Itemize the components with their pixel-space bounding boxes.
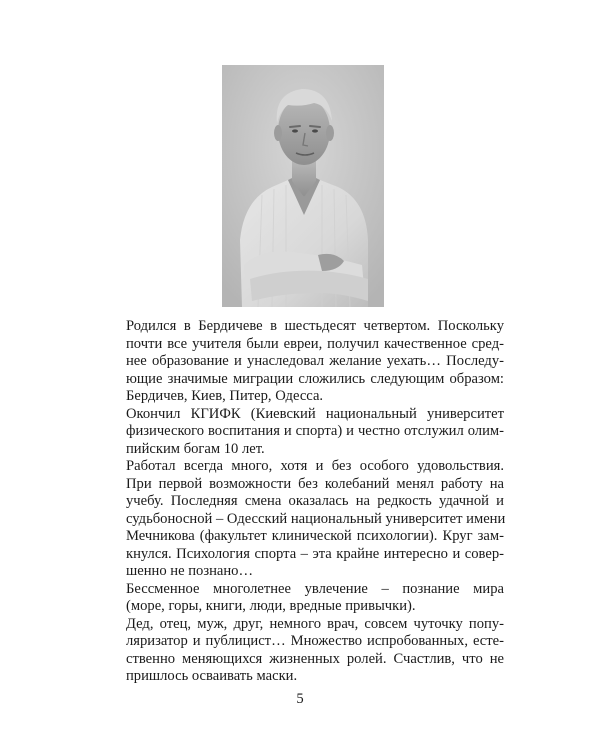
text-line: Бердичев, Киев, Питер, Одесса. <box>126 388 324 404</box>
text-line: ственно меняющихся жизненных ролей. Счастлив, что не <box>126 650 504 667</box>
text-line: пийским богам 10 лет. <box>126 440 265 457</box>
text-line: ющие значимые миграции сложились следующим образом: <box>126 370 504 387</box>
text-line: кнулся. Психология спорта – эта крайне интересно и совер- <box>126 545 504 562</box>
paragraph <box>108 616 504 686</box>
text-line: (море, горы, книги, люди, вредные привычки). <box>126 598 416 614</box>
left-ear-shape <box>274 125 282 141</box>
text-line: шенно не познано… <box>126 563 254 579</box>
author-portrait-photo <box>222 65 384 307</box>
text-line: судьбоносной – Одесский национальный университет имени <box>126 510 506 527</box>
text-line: почти все учителя были евреи, получил качественное сред- <box>126 335 504 352</box>
text-line: Родился в Бердичеве в шестьдесят четвертом. Поскольку <box>126 318 504 334</box>
paragraph <box>108 318 504 406</box>
paragraph <box>108 581 504 616</box>
text-line: Дед, отец, муж, друг, немного врач, совсем чуточку попу- <box>126 615 504 632</box>
paragraph <box>108 458 504 581</box>
text-line: нее образование и унаследовал желание уехать… Последу- <box>126 353 504 369</box>
text-line: учебу. Последняя смена оказалась на редкость удачной и <box>126 493 504 509</box>
paragraph <box>108 406 504 459</box>
text-line: Бессменное многолетнее увлечение – познание мира <box>126 580 504 597</box>
text-line: Мечникова (факультет клинической психологии). Круг зам- <box>126 528 504 544</box>
text-line: Окончил КГИФК (Киевский национальный университет <box>126 405 504 422</box>
text-line: При первой возможности без колебаний менял работу на <box>126 475 504 492</box>
text-line: Работал всегда много, хотя и без особого удовольствия. <box>126 458 504 474</box>
text-line: ляризатор и публицист… Множество испробованных, есте- <box>126 633 504 649</box>
right-ear-shape <box>326 125 334 141</box>
page-number: 5 <box>296 691 304 707</box>
biography-text <box>108 318 504 686</box>
text-line: физического воспитания и спорта) и честно отслужил олим- <box>126 423 504 439</box>
text-line: пришлось осваивать маски. <box>126 668 298 684</box>
